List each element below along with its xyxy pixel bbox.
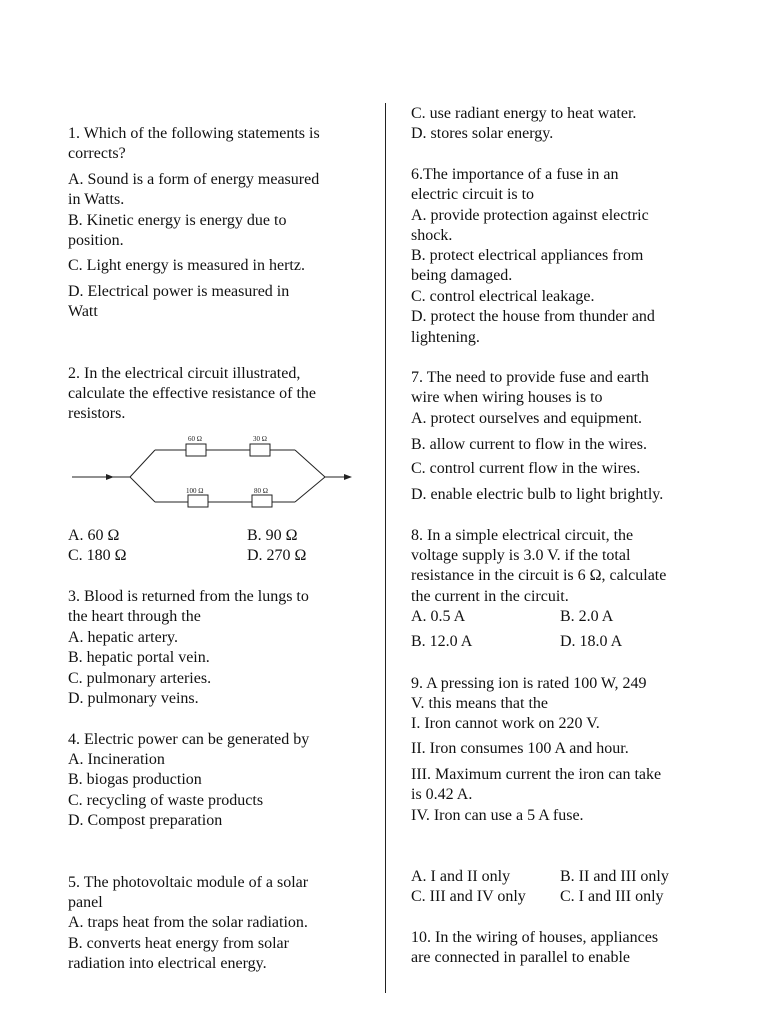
q7-option-b: B. allow current to flow in the wires.: [411, 436, 647, 453]
q8-stem-line4: the current in the circuit.: [411, 588, 569, 605]
q6-option-d-cont: lightening.: [411, 329, 480, 346]
q9-stem-line2: V. this means that the: [411, 695, 549, 712]
q8-option-c: B. 12.0 A: [411, 633, 473, 650]
q8-stem-line2: voltage supply is 3.0 V. if the total: [411, 547, 631, 564]
q1-option-c: C. Light energy is measured in hertz.: [68, 257, 305, 274]
q7-stem-line1: 7. The need to provide fuse and earth: [411, 369, 649, 386]
q4-option-c: C. recycling of waste products: [68, 792, 264, 809]
q9-statement-iv: IV. Iron can use a 5 A fuse.: [411, 807, 584, 824]
q2-stem-line3: resistors.: [68, 405, 126, 422]
q1-option-b-cont: position.: [68, 232, 124, 249]
q8-stem-line1: 8. In a simple electrical circuit, the: [411, 527, 634, 544]
q1-option-a: A. Sound is a form of energy measured: [68, 171, 320, 188]
circuit-diagram: [70, 430, 360, 515]
input-arrow-icon: [106, 474, 114, 480]
output-arrow-icon: [344, 474, 352, 480]
q1-stem-line2: corrects?: [68, 145, 126, 162]
q10-stem-line1: 10. In the wiring of houses, appliances: [411, 929, 659, 946]
q1-stem-line1: 1. Which of the following statements is: [68, 125, 320, 142]
q6-option-b-cont: being damaged.: [411, 267, 513, 284]
q6-option-d: D. protect the house from thunder and: [411, 308, 655, 325]
upper-branch-wire-left: [130, 450, 155, 477]
q9-option-c: C. III and IV only: [411, 888, 526, 905]
q5-option-a: A. traps heat from the solar radiation.: [68, 914, 308, 931]
upper-branch-wire-right: [295, 450, 325, 477]
q9-statement-ii: II. Iron consumes 100 A and hour.: [411, 740, 629, 757]
q9-statement-i: I. Iron cannot work on 220 V.: [411, 715, 600, 732]
q3-option-d: D. pulmonary veins.: [68, 690, 199, 707]
q2-option-d: D. 270 Ω: [247, 547, 307, 564]
q9-option-d: C. I and III only: [560, 888, 664, 905]
q8-option-d: D. 18.0 A: [560, 633, 623, 650]
resistor-100: [188, 495, 208, 507]
q2-stem-line1: 2. In the electrical circuit illustrated,: [68, 365, 301, 382]
resistor-60: [186, 444, 206, 456]
q4-option-d: D. Compost preparation: [68, 812, 223, 829]
q3-option-b: B. hepatic portal vein.: [68, 649, 210, 666]
label-30-ohm: 30 Ω: [253, 435, 267, 443]
q9-option-a: A. I and II only: [411, 868, 511, 885]
q5-option-d: D. stores solar energy.: [411, 125, 554, 142]
q4-option-a: A. Incineration: [68, 751, 165, 768]
q3-option-a: A. hepatic artery.: [68, 629, 179, 646]
q2-option-c: C. 180 Ω: [68, 547, 127, 564]
q4-stem: 4. Electric power can be generated by: [68, 731, 310, 748]
q10-stem-line2: are connected in parallel to enable: [411, 949, 630, 966]
q6-option-a-cont: shock.: [411, 227, 453, 244]
q3-option-c: C. pulmonary arteries.: [68, 670, 212, 687]
q6-stem-line1: 6.The importance of a fuse in an: [411, 166, 619, 183]
q9-stem-line1: 9. A pressing ion is rated 100 W, 249: [411, 675, 647, 692]
label-100-ohm: 100 Ω: [186, 487, 204, 495]
q2-option-b: B. 90 Ω: [247, 527, 298, 544]
q1-option-d: D. Electrical power is measured in: [68, 283, 290, 300]
q5-stem-line2: panel: [68, 894, 103, 911]
q8-option-a: A. 0.5 A: [411, 608, 466, 625]
label-60-ohm: 60 Ω: [188, 435, 202, 443]
q7-stem-line2: wire when wiring houses is to: [411, 389, 603, 406]
q5-stem-line1: 5. The photovoltaic module of a solar: [68, 874, 309, 891]
q3-stem-line2: the heart through the: [68, 608, 201, 625]
q5-option-b-cont: radiation into electrical energy.: [68, 955, 267, 972]
q8-stem-line3: resistance in the circuit is 6 Ω, calculate: [411, 567, 667, 584]
lower-branch-wire-right: [295, 477, 325, 502]
q9-statement-iii: III. Maximum current the iron can take: [411, 766, 662, 783]
q4-option-b: B. biogas production: [68, 771, 202, 788]
column-divider: [385, 103, 386, 993]
q5-option-c: C. use radiant energy to heat water.: [411, 105, 637, 122]
q3-stem-line1: 3. Blood is returned from the lungs to: [68, 588, 309, 605]
q6-option-b: B. protect electrical appliances from: [411, 247, 644, 264]
q6-option-a: A. provide protection against electric: [411, 207, 649, 224]
q1-option-a-cont: in Watts.: [68, 191, 125, 208]
q2-option-a: A. 60 Ω: [68, 527, 120, 544]
q5-option-b: B. converts heat energy from solar: [68, 935, 289, 952]
q2-stem-line2: calculate the effective resistance of the: [68, 385, 317, 402]
q6-stem-line2: electric circuit is to: [411, 186, 535, 203]
q7-option-d: D. enable electric bulb to light brightly.: [411, 486, 664, 503]
resistor-30: [250, 444, 270, 456]
q9-statement-iii-cont: is 0.42 A.: [411, 786, 473, 803]
q7-option-c: C. control current flow in the wires.: [411, 460, 641, 477]
lower-branch-wire-left: [130, 477, 155, 502]
q1-option-d-cont: Watt: [68, 303, 98, 320]
q1-option-b: B. Kinetic energy is energy due to: [68, 212, 287, 229]
resistor-80: [252, 495, 272, 507]
label-80-ohm: 80 Ω: [254, 487, 268, 495]
q6-option-c: C. control electrical leakage.: [411, 288, 595, 305]
q9-option-b: B. II and III only: [560, 868, 669, 885]
q8-option-b: B. 2.0 A: [560, 608, 614, 625]
q7-option-a: A. protect ourselves and equipment.: [411, 410, 643, 427]
